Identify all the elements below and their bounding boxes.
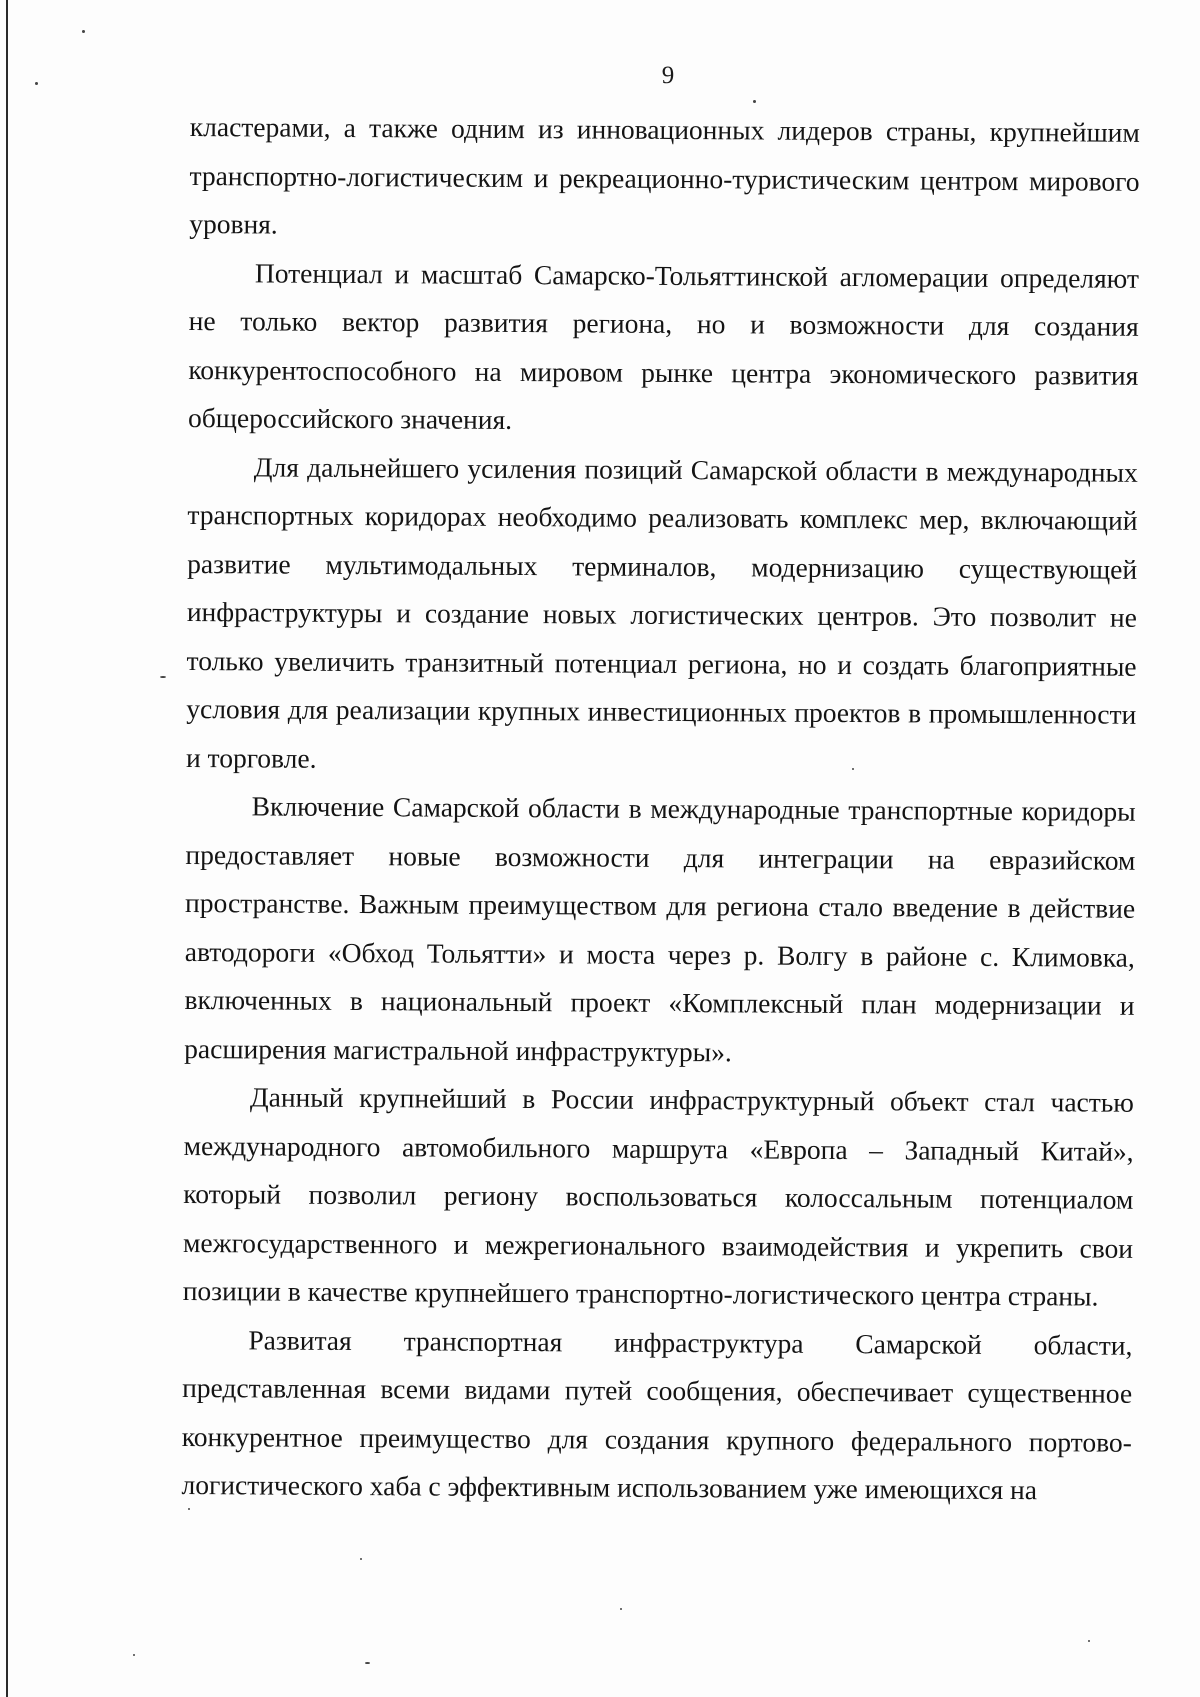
paragraph-3: Для дальнейшего усиления позиций Самарской области в международных транспортных коридорах необходимо реализовать комплекс мер, включающий развитие мультимодальных терминалов, модернизацию существующей инфраструктуры и создание новых логистических центров. Это позволит не только увеличить транзитный потенциал региона, но и создать благоприятные условия для реализации крупных инвестиционных проектов в промышленности и торговле. — [185, 450, 1138, 774]
scan-speck — [365, 1662, 370, 1664]
scan-edge-line — [6, 0, 8, 1697]
scan-speck — [753, 100, 756, 103]
scan-speck — [1088, 1640, 1090, 1642]
paragraph-5: Данный крупнейший в России инфраструктурный объект стал частью международного автомобильного маршрута «Европа – Западный Китай», который позволил региону воспользоваться колоссальным потенциалом межгосударственного и межрегионального взаимодействия и укрепить свои позиции в качестве крупнейшего транспортно-логистического центра страны. — [182, 1081, 1135, 1312]
paragraph-6: Развитая транспортная инфраструктура Самарской области, представленная всеми видами путей сообщения, обеспечивает существенное конкурентное преимущество для создания крупного федерального портово-логистического хаба с эффективным использованием уже имеющихся на — [181, 1323, 1133, 1506]
scan-speck — [620, 1608, 622, 1610]
scan-speck — [133, 1654, 135, 1656]
page-number: 9 — [661, 62, 675, 89]
paragraph-4: Включение Самарской области в международные транспортные коридоры предоставляет новые возможности для интеграции на евразийском пространстве. Важным преимуществом для региона стало введение в действие автодороги «Обход Тольятти» и моста через р. Волгу в районе с. Климовка, включенных в национальный проект «Комплексный план модернизации и расширения магистральной инфраструктуры». — [184, 790, 1136, 1067]
document-body — [181, 103, 1140, 1515]
scan-speck — [82, 30, 85, 33]
scan-speck — [360, 1558, 362, 1560]
paragraph-1: кластерами, а также одним из инновационных лидеров страны, крупнейшим транспортно-логистическим и рекреационно-туристическим центром мирового уровня. — [189, 110, 1140, 240]
paragraph-2: Потенциал и масштаб Самарско-Тольяттинской агломерации определяют не только вектор развития региона, но и возможности для создания конкурентоспособного на мировом рынке центра экономического развития общероссийского значения. — [187, 256, 1140, 435]
scan-speck — [35, 82, 38, 85]
scan-speck — [160, 676, 166, 678]
scan-speck — [852, 768, 854, 770]
scan-speck — [188, 1508, 190, 1510]
